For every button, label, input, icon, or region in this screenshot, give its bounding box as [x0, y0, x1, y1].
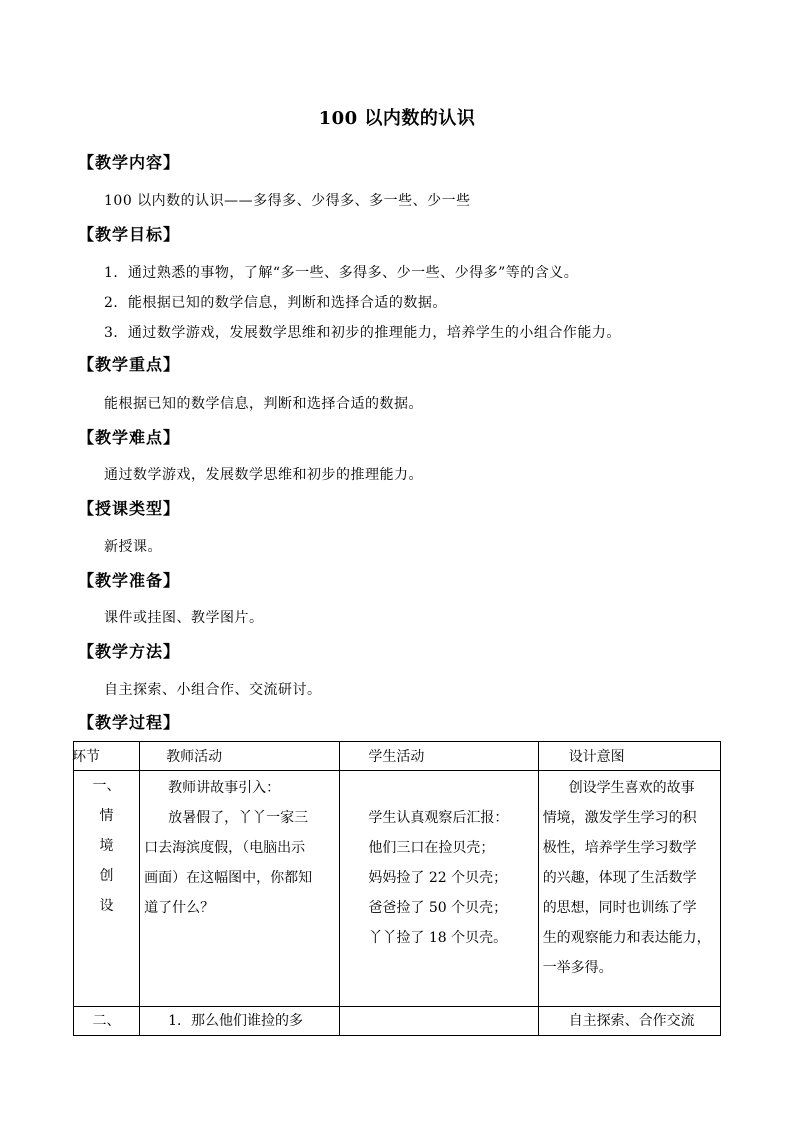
- difficulty-line: 通过数学游戏，发展数学思维和初步的推理能力。: [104, 467, 423, 483]
- goal-line-1: 1．通过熟悉的事物，了解“多一些、多得多、少一些、少得多”等的含义。: [104, 265, 579, 281]
- type-line: 新授课。: [104, 539, 162, 555]
- document-title: 100 以内数的认识: [318, 108, 476, 129]
- teacher-activity-cell: 教师讲故事引入： 放暑假了，丫丫一家三 口去海滨度假，（电脑出示 画面）在这幅图中，你都知 道了什么？: [140, 771, 340, 1007]
- table-row: [74, 1007, 721, 1036]
- goal-line-3: 3．通过数学游戏，发展数学思维和初步的推理能力，培养学生的小组合作能力。: [104, 325, 621, 341]
- key-line: 能根据已知的数学信息，判断和选择合适的数据。: [104, 396, 423, 412]
- table-header-row: [74, 742, 721, 771]
- design-intent-cell: 自主探索、合作交流: [538, 1007, 720, 1036]
- prep-line: 课件或挂图、教学图片。: [104, 610, 264, 626]
- heading-difficulty: 【教学难点】: [78, 428, 181, 447]
- header-teacher: 教师活动: [140, 742, 340, 771]
- header-student: 学生活动: [340, 742, 538, 771]
- content-line: 100 以内数的认识——多得多、少得多、多一些、少一些: [104, 193, 471, 209]
- design-intent-cell: 创设学生喜欢的故事 情境，激发学生学习的积 极性，培养学生学习数学 的兴趣，体现了生活数学 的思想，同时也训练了学 生的观察能力和表达能力， 一举多得。: [538, 771, 720, 1007]
- header-intent: 设计意图: [538, 742, 720, 771]
- method-line: 自主探索、小组合作、交流研讨。: [104, 682, 322, 698]
- heading-prep: 【教学准备】: [78, 571, 181, 590]
- heading-type: 【授课类型】: [78, 499, 181, 518]
- heading-goals: 【教学目标】: [78, 225, 181, 244]
- student-activity-cell: [340, 1007, 538, 1036]
- header-stage: 环节: [74, 742, 140, 771]
- stage-cell: 二、: [74, 1007, 140, 1036]
- heading-content: 【教学内容】: [78, 153, 181, 172]
- stage-cell: 一、 情 境 创 设: [74, 771, 140, 1007]
- heading-method: 【教学方法】: [78, 642, 181, 661]
- goal-line-2: 2．能根据已知的数学信息，判断和选择合适的数据。: [104, 295, 447, 311]
- process-table: [73, 741, 721, 1036]
- table-row: [74, 771, 721, 1007]
- heading-process: 【教学过程】: [78, 713, 181, 732]
- student-activity-cell: 学生认真观察后汇报： 他们三口在捡贝壳； 妈妈捡了 22 个贝壳； 爸爸捡了 50 个贝壳； 丫丫捡了 18 个贝壳。: [340, 771, 538, 1007]
- heading-key: 【教学重点】: [78, 355, 181, 374]
- teacher-activity-cell: 1．那么他们谁捡的多: [140, 1007, 340, 1036]
